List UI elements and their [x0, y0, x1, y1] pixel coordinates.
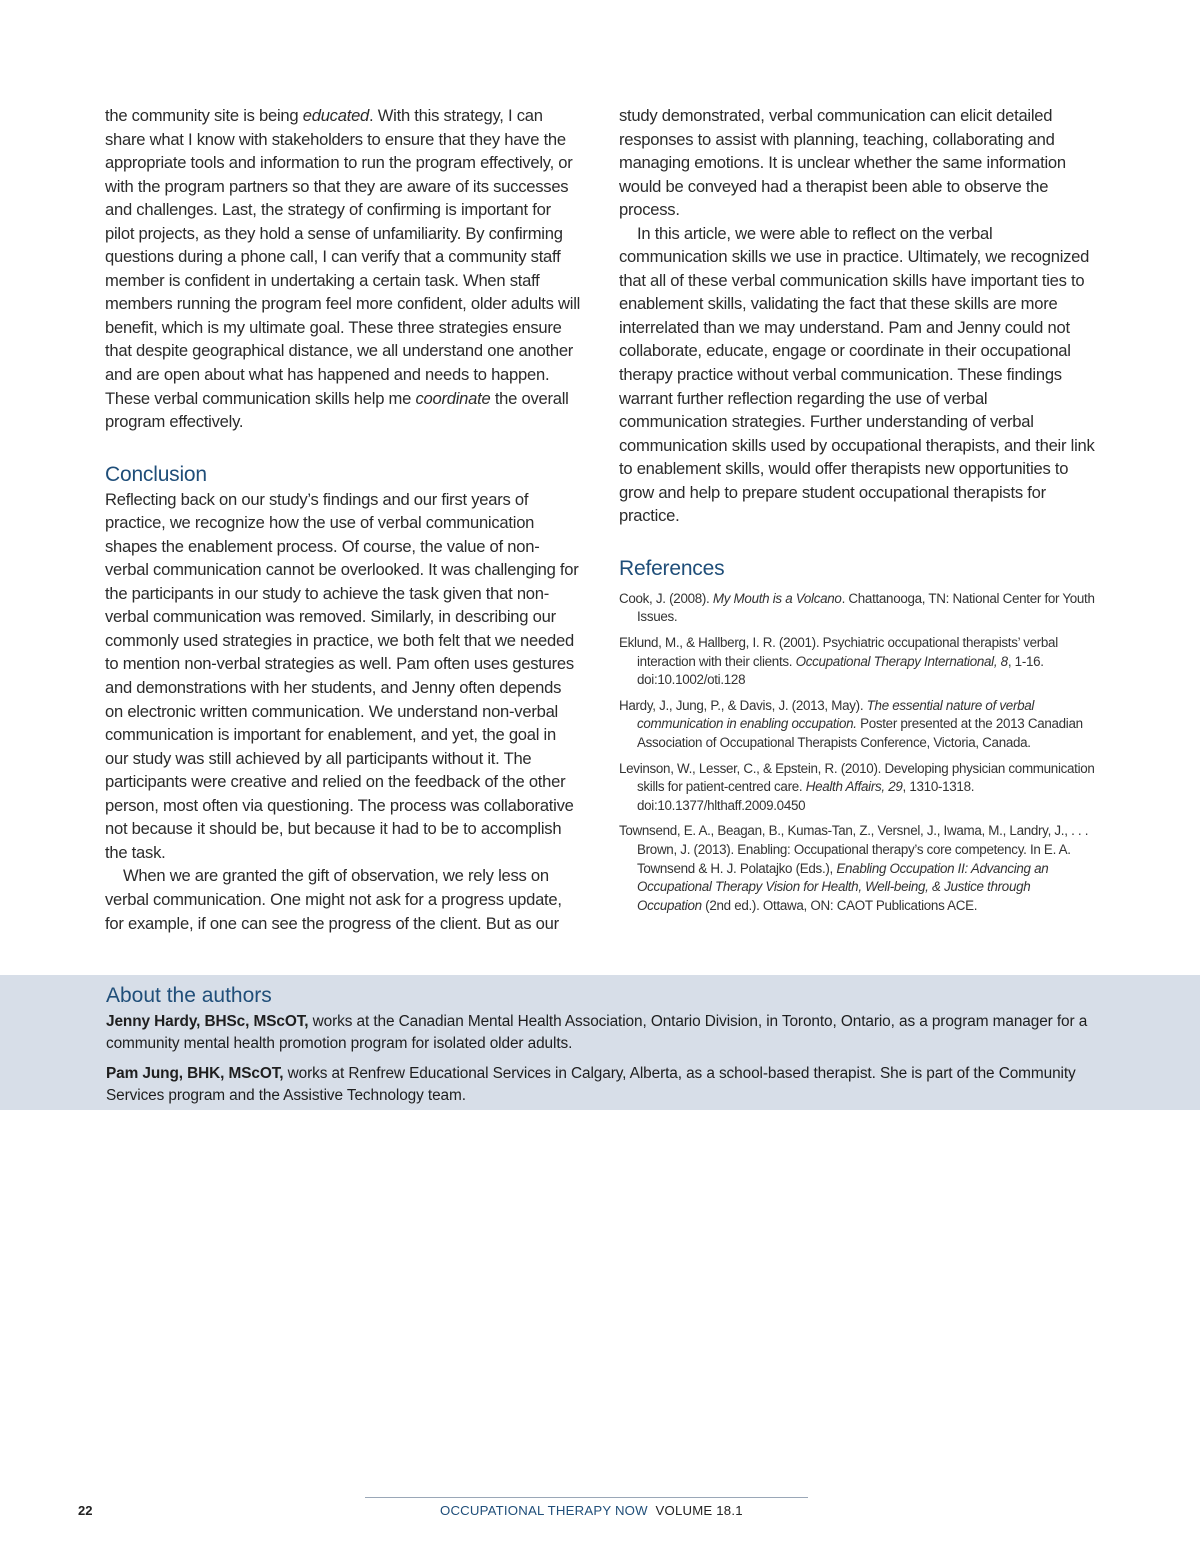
- ref-text: , 1310-1318. doi:10.1377/hlthaff.2009.0450: [637, 779, 975, 813]
- ref-text: Hardy, J., Jung, P., & Davis, J. (2013, May).: [619, 697, 867, 713]
- ref-text: Poster presented at the 2013 Canadian Association of Occupational Therapists Conference, Victoria, Canada.: [637, 716, 1083, 750]
- conclusion-heading: Conclusion: [105, 462, 207, 486]
- conclusion-paragraph: Reflecting back on our study’s findings and our first years of practice, we recognize how the use of verbal communication shapes the enablement process. Of course, the value of non-verbal communication cannot be overlooked. It was challenging for the participants in our study to achieve the task given that non-verbal communication was removed. Similarly, in describing our commonly used strategies in practice, we both felt that we needed to mention non-verbal strategies as well. Pam often uses gestures and demonstrations with her students, and Jenny often depends on electronic written communication. We understand non-verbal communication is important for enablement, and yet, the goal in our study was still achieved by all participants without it. The participants were creative and relied on the feedback of the other person, most often via questioning. The process was collaborative not because it should be, but because it had to be to accomplish the task.: [105, 489, 579, 862]
- ref-title: The essential nature of verbal communication in enabling occupation.: [637, 697, 1035, 732]
- author-bio: [106, 1063, 1096, 1106]
- reference-item: [619, 634, 1097, 690]
- ref-text: . Chattanooga, TN: National Center for Youth Issues.: [637, 590, 1095, 625]
- about-authors-heading: About the authors: [106, 984, 272, 1007]
- text-run: the community site is being: [105, 106, 303, 125]
- author-bio: [106, 1011, 1096, 1054]
- author-text: works at Renfrew Educational Services in Calgary, Alberta, as a school-based therapist. She is part of the Community Services program and the Assistive Technology team.: [106, 1065, 1076, 1104]
- footer-journal: [440, 1503, 743, 1518]
- ref-title: Enabling Occupation II: Advancing an Occupational Therapy Vision for Health, Well-being, & Justice through Occupation: [637, 860, 1049, 913]
- text-run: the overall program effectively.: [105, 388, 569, 432]
- conclusion-paragraph: When we are granted the gift of observation, we rely less on verbal communication. One might not ask for a progress update, for example, if one can see the progress of the client. But as our: [105, 866, 562, 933]
- page-number: 22: [78, 1503, 93, 1518]
- reference-item: [619, 822, 1097, 915]
- footer-rule: [365, 1497, 808, 1498]
- ref-text: Eklund, M., & Hallberg, I. R. (2001). Psychiatric occupational therapists’ verbal interaction with their clients.: [619, 635, 1058, 669]
- reference-list: [619, 590, 1097, 916]
- ref-title: Occupational Therapy International, 8: [795, 653, 1008, 669]
- body-paragraph: [105, 104, 583, 434]
- ref-text: Levinson, W., Lesser, C., & Epstein, R. (2010). Developing physician communication skills for patient-centred care.: [619, 760, 1095, 795]
- ref-text: , 1-16. doi:10.1002/oti.128: [637, 653, 1044, 688]
- ref-title: My Mouth is a Volcano: [712, 590, 842, 606]
- author-name: Jenny Hardy, BHSc, MScOT,: [106, 1013, 309, 1030]
- body-paragraph: study demonstrated, verbal communication can elicit detailed responses to assist with planning, teaching, collaborating and managing emotions. It is unclear whether the same information would be conveyed had a therapist been able to observe the process.: [619, 106, 1066, 220]
- about-authors-box: [0, 975, 1200, 1110]
- references-heading: References: [619, 556, 725, 580]
- reference-item: [619, 697, 1097, 753]
- author-name: Pam Jung, BHK, MScOT,: [106, 1065, 284, 1082]
- emphasis: educated: [302, 106, 370, 125]
- journal-volume: VOLUME 18.1: [655, 1503, 743, 1518]
- reference-item: [619, 590, 1097, 627]
- reference-item: [619, 760, 1097, 816]
- author-text: works at the Canadian Mental Health Association, Ontario Division, in Toronto, Ontario, as a program manager for a community mental health promotion program for isolated older adults.: [106, 1013, 1088, 1052]
- right-column: [619, 104, 1097, 922]
- ref-title: Health Affairs, 29: [805, 779, 903, 795]
- emphasis: coordinate: [415, 388, 491, 408]
- ref-text: Cook, J. (2008).: [619, 590, 713, 606]
- ref-text: Townsend, E. A., Beagan, B., Kumas-Tan, Z., Versnel, J., Iwama, M., Landry, J., . . . Brown, J. (2013). Enabling: Occupational therapy’s core competency. In E. A. Townsend & H. J. Polatajko (Eds.),: [619, 823, 1089, 876]
- about-authors-content: [106, 983, 1096, 1115]
- text-run: . With this strategy, I can share what I know with stakeholders to ensure that they have the appropriate tools and information to run the program effectively, or with the program partners so that they are aware of its successes and challenges. Last, the strategy of confirming is important for pilot projects, as they hold a sense of unfamiliarity. By confirming questions during a phone call, I can verify that a community staff member is confident in undertaking a certain task. When staff members running the program feel more confident, older adults will benefit, which is my ultimate goal. These three strategies ensure that despite geographical distance, we all understand one another and are open about what has happened and needs to happen. These verbal communication skills help me: [105, 106, 581, 408]
- ref-text: (2nd ed.). Ottawa, ON: CAOT Publications ACE.: [701, 897, 978, 913]
- left-column: [105, 104, 583, 935]
- journal-title: OCCUPATIONAL THERAPY NOW: [440, 1503, 648, 1518]
- body-paragraph: In this article, we were able to reflect on the verbal communication skills we use in practice. Ultimately, we recognized that all of these verbal communication skills have important ties to enablement skills, validating the fact that these skills are more interrelated than we may understand. Pam and Jenny could not collaborate, educate, engage or coordinate in their occupational therapy practice without verbal communication. These findings warrant further reflection regarding the use of verbal communication strategies. Further understanding of verbal communication skills used by occupational therapists, and their link to enablement skills, would offer therapists new opportunities to grow and help to prepare student occupational therapists for practice.: [619, 223, 1095, 526]
